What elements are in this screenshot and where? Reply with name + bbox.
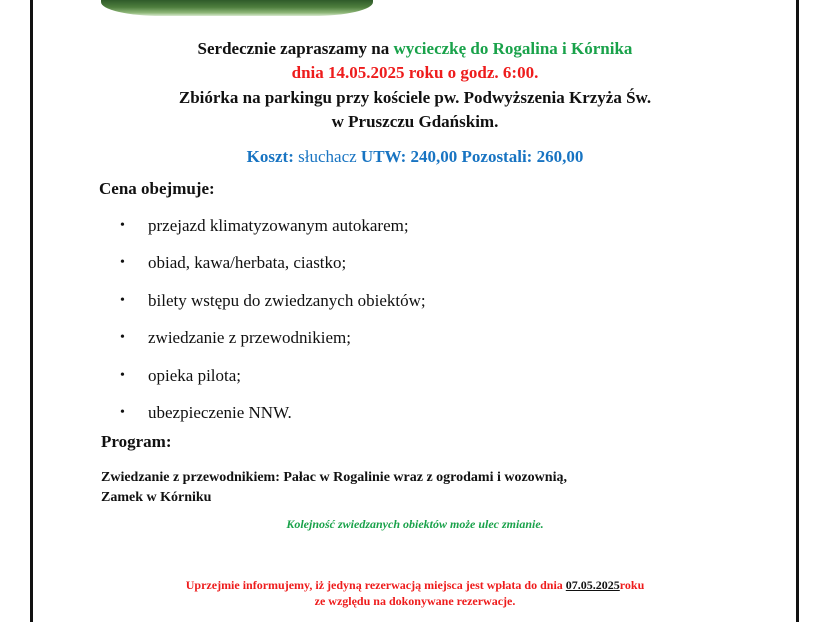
list-item (120, 252, 426, 289)
list-item (120, 327, 426, 364)
list-item-text: bilety wstępu do zwiedzanych obiektów; (148, 290, 426, 310)
invitation-line-1 (34, 38, 796, 60)
landscape-photo (101, 0, 373, 16)
program-title: Program: (101, 432, 172, 451)
program-line-1: Zwiedzanie z przewodnikiem: Pałac w Rogalinie wraz z ogrodami i wozownią, (101, 470, 567, 485)
includes-list (120, 215, 426, 439)
includes-title: Cena obejmuje: (99, 179, 215, 198)
list-item (120, 290, 426, 327)
list-item-text: obiad, kawa/herbata, ciastko; (148, 253, 347, 273)
bullet-icon: • (120, 404, 125, 420)
reservation-line-2: ze względu na dokonywane rezerwacje. (314, 594, 516, 608)
bullet-icon: • (120, 255, 125, 271)
reservation-notice (34, 577, 796, 609)
list-item-text: zwiedzanie z przewodnikiem; (148, 328, 351, 348)
cost-values: UTW: 240,00 Pozostali: 260,00 (360, 147, 584, 166)
cost-line (34, 146, 796, 168)
list-item (120, 215, 426, 252)
trip-destination: wycieczkę do Rogalina i Kórnika (393, 39, 633, 58)
cost-member-label: słuchacz (293, 147, 361, 166)
bullet-icon: • (120, 292, 125, 308)
bullet-icon: • (120, 367, 125, 383)
reservation-prefix: Uprzejmie informujemy, iż jedyną rezerwacją miejsca jest wpłata do dnia (185, 578, 566, 592)
program-description (101, 468, 701, 508)
list-item-text: ubezpieczenie NNW. (148, 402, 292, 422)
meeting-point: Zbiórka na parkingu przy kościele pw. Podwyższenia Krzyża Św. (178, 88, 652, 107)
cost-label: Koszt: (246, 147, 294, 166)
reservation-suffix: roku (619, 578, 645, 592)
program-note: Kolejność zwiedzanych obiektów może ulec zmianie. (286, 517, 544, 531)
list-item (120, 365, 426, 402)
invitation-prefix: Serdecznie zapraszamy na (197, 39, 394, 58)
list-item-text: opieka pilota; (148, 365, 242, 385)
meeting-town: w Pruszczu Gdańskim. (331, 112, 499, 131)
bullet-icon: • (120, 218, 125, 233)
reservation-line-1 (34, 577, 796, 593)
page-border-left (30, 0, 33, 622)
trip-date: dnia 14.05.2025 roku o godz. 6:00. (291, 63, 539, 82)
list-item-text: przejazd klimatyzowanym autokarem; (148, 216, 409, 235)
page-border-right (796, 0, 799, 622)
bullet-icon: • (120, 330, 125, 346)
payment-deadline: 07.05.2025 (565, 578, 620, 592)
program-line-2: Zamek w Kórniku (101, 490, 212, 505)
